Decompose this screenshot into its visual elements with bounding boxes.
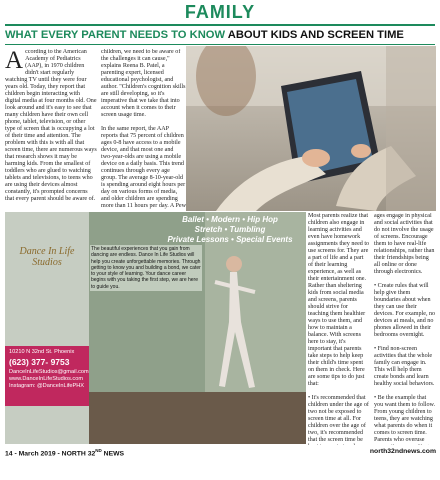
- headline-black: ABOUT KIDS AND SCREEN TIME: [227, 29, 404, 41]
- studio-email[interactable]: DanceInLifeStudios@gmail.com: [9, 369, 89, 375]
- page-number: 14: [5, 450, 13, 458]
- article-column-third: [308, 213, 370, 445]
- site-url[interactable]: north32ndnews.com: [369, 448, 436, 455]
- ad-description: The beautiful experiences that you gain from dancing are endless. Dance In Life Studios will help you create unforgettable memories. Through getting to know you and building a bond, we cater to your style of learning. Your dance career begins with you taking the first step, we are here to guide you.: [91, 246, 201, 290]
- photo-illustration: [186, 46, 436, 211]
- studio-logo: Dance In Life Studios: [19, 246, 75, 268]
- tip-item: • Be the example that you want them to follow. From young children to teens, they are watching what parents do when it comes to screen time. Parents who overuse: [374, 395, 436, 443]
- article-paragraph: In the same report, the AAP reports that 75 percent of children ages 0-8 have access to a mobile device, and that most one and two-year-olds are using a mobile device on a daily basis. This trend continues through every age group. The average 8-10-year-old is spending around eight hours per day on various forms of media, and older children are spending more than 11 hours per day. A Pew: [101, 126, 186, 209]
- dance-studio-ad[interactable]: [5, 212, 306, 444]
- section-label: FAMILY: [184, 2, 256, 22]
- article-paragraph: children, we need to be aware of the challenges it can cause," explains Reena B. Patel, a parenting expert, licensed educational psychologist, and author. "Children's cognition skills are still developing, so it's imperative that we take that into account when it comes to their screen usage time.: [101, 49, 186, 118]
- section-rule: [5, 24, 435, 26]
- drop-cap: A: [5, 49, 24, 74]
- page-footer-left: 14 - March 2019 - NORTH 32ND NEWS: [5, 448, 125, 458]
- article-column-1: [5, 49, 97, 209]
- studio-address: 10210 N 32nd St. Phoenix: [9, 349, 75, 355]
- ad-contact-box: [5, 346, 89, 406]
- article-paragraph: Most parents realize that children also engage in learning activities and even have homework assignments they need to use screens for. They are a part of life and a part of their learning experience, as well as their entertainment one. Rather than sheltering kids from social media and screens, parents should strive for teaching them healthier ways to use them, and how to maintain a balance. With screens here to stay, it's important that parents take steps to help keep their child's time spent on them in check. Here are some tips to do just that:: [308, 213, 370, 387]
- studio-phone[interactable]: (623) 377- 9753: [9, 357, 70, 367]
- studio-instagram[interactable]: Instagram: @DanceInLifePHX: [9, 383, 85, 389]
- article-paragraph: According to the American Academy of Pediatrics (AAP), in 1970 children didn't start regularly watching TV until they were four years old. Today, they report that children begin interacting with digital media at four months old. One look around and it's easy to see that many children have their own cell phone, tablet, television, or other type of screen that is occupying a lot of their time and attention. The problem with this is with all that screen time, there are numerous ways that research shows it may be harming kids. From the smallest of toddlers who are glued to watching tablets and televisions, to teens who are using their devices almost constantly, it's prompted concerns that every parent should be aware of.: [5, 49, 97, 202]
- article-paragraph: ages engage in physical and social activities that do not involve the usage of screens. Encourage them to have real-life relationships, rather than their friendships being all online or done through electronics.: [374, 213, 435, 275]
- tip-item: • Create rules that will help give them boundaries about when they can use their devices. For example, no devices at meals, and no phones allowed in their bedrooms overnight.: [374, 283, 436, 338]
- article-column-2: [101, 49, 186, 209]
- studio-website[interactable]: www.DanceInLifeStudios.com: [9, 376, 83, 382]
- headline-rule: [5, 44, 435, 45]
- child-tablet-photo: [186, 46, 436, 211]
- tip-item: • Find non-screen activities that the whole family can engage in. This will help them create bonds and learn healthy social behaviors.: [374, 346, 435, 387]
- tip-item: • It's recommended that children under the age of two not be exposed to screen time at all. For children over the age of two, it's recommended that the screen time be: [308, 395, 369, 443]
- headline: [5, 29, 435, 41]
- ad-banner: Ballet • Modern • Hip Hop Stretch • Tumbling Private Lessons • Special Events: [167, 215, 293, 244]
- article-column-4: [374, 213, 436, 445]
- headline-green: WHAT EVERY PARENT NEEDS TO KNOW: [5, 29, 226, 41]
